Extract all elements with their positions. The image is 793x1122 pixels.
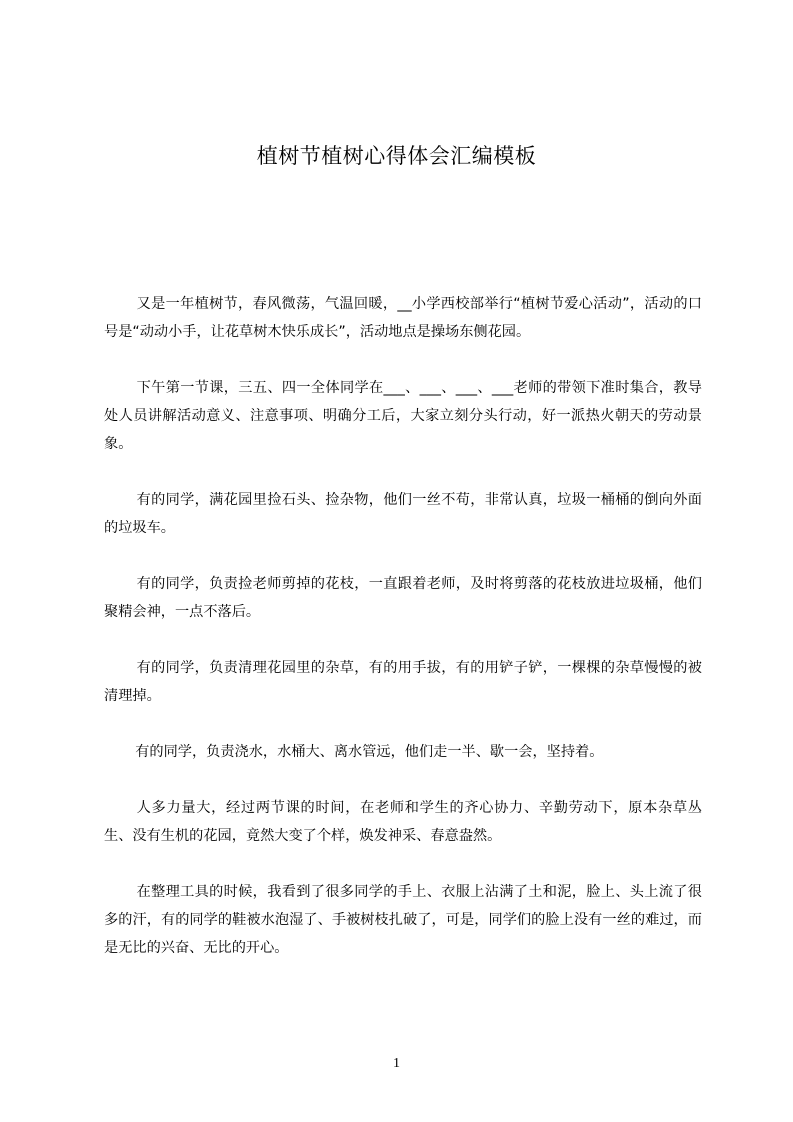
paragraph-1: 又是一年植树节，春风微荡，气温回暖，__小学西校部举行“植树节爱心活动”，活动的口号是“动动小手，让花草树木快乐成长”，活动地点是操场东侧花园。 [104,296,702,340]
paragraph-4: 有的同学，负责捡老师剪掉的花枝，一直跟着老师，及时将剪落的花枝放进垃圾桶，他们聚精会神，一点不落后。 [104,576,702,620]
paragraph-2: 下午第一节课，三五、四一全体同学在___、___、___、___老师的带领下准时集合，教导处人员讲解活动意义、注意事项、明确分工后，大家立刻分头行动，好一派热火朝天的劳动景象。 [104,380,702,452]
document-title: 植树节植树心得体会汇编模板 [256,144,537,168]
paragraph-5: 有的同学，负责清理花园里的杂草，有的用手拔，有的用铲子铲，一棵棵的杂草慢慢的被清理掉。 [104,660,702,704]
document-body [104,290,702,990]
paragraph-3: 有的同学，满花园里捡石头、捡杂物，他们一丝不苟，非常认真，垃圾一桶桶的倒向外面的垃圾车。 [104,492,702,536]
paragraph-8: 在整理工具的时候，我看到了很多同学的手上、衣服上沾满了土和泥，脸上、头上流了很多的汗，有的同学的鞋被水泡湿了、手被树枝扎破了，可是，同学们的脸上没有一丝的难过，而是无比的兴奋、无比的开心。 [104,884,702,956]
page-number: 1 [393,1056,400,1071]
paragraph-6: 有的同学，负责浇水，水桶大、离水管远，他们走一半、歇一会，坚持着。 [135,744,604,760]
paragraph-7: 人多力量大，经过两节课的时间，在老师和学生的齐心协力、辛勤劳动下，原本杂草丛生、没有生机的花园，竟然大变了个样，焕发神采、春意盎然。 [104,800,702,844]
